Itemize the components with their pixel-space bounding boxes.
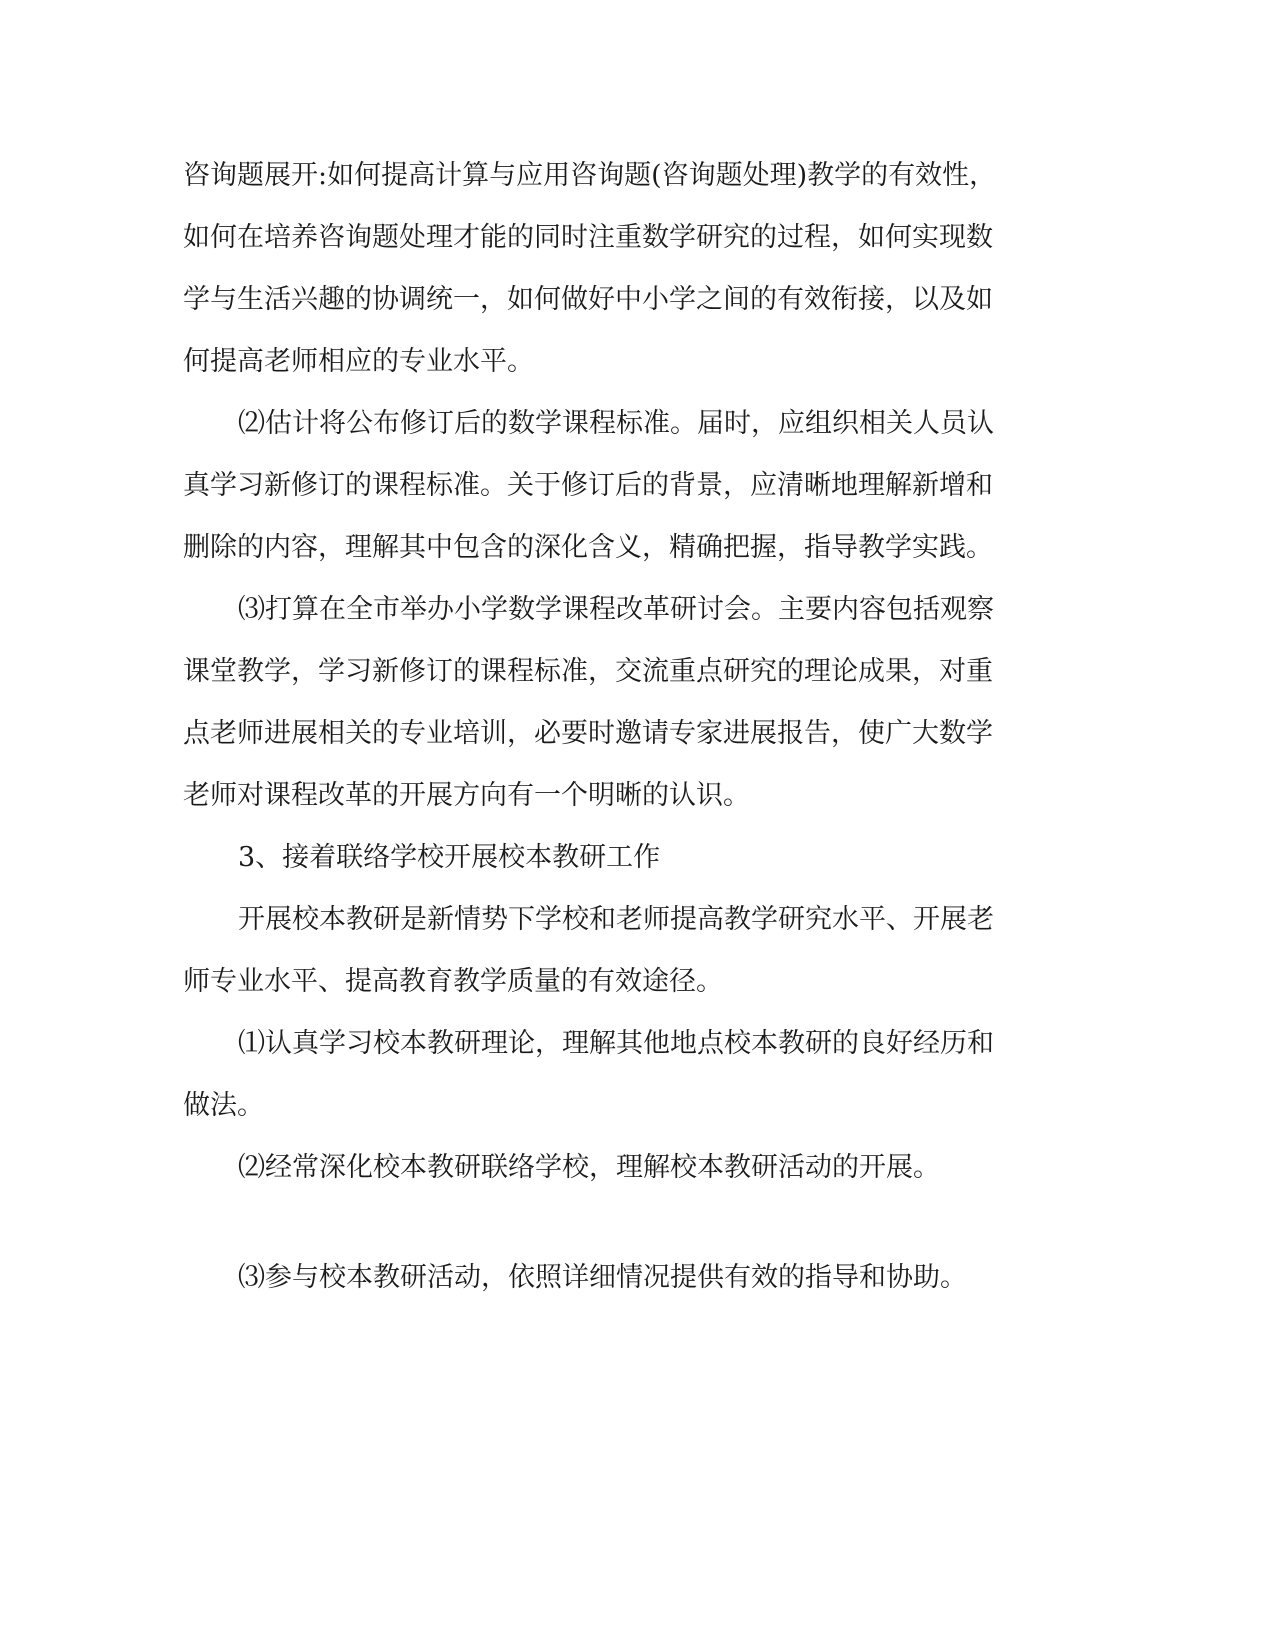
section-heading: 3、接着联络学校开展校本教研工作: [238, 842, 661, 873]
text-line: 真学习新修订的课程标准。关于修订后的背景，应清晰地理解新增和: [183, 470, 993, 501]
text-line: 老师对课程改革的开展方向有一个明晰的认识。: [183, 780, 750, 811]
text-line: 点老师进展相关的专业培训，必要时邀请专家进展报告，使广大数学: [183, 718, 993, 749]
text-line: 师专业水平、提高教育教学质量的有效途径。: [183, 966, 723, 997]
text-line: 课堂教学，学习新修订的课程标准，交流重点研究的理论成果，对重: [183, 656, 993, 687]
text-line: 做法。: [183, 1090, 264, 1121]
text-line: 如何在培养咨询题处理才能的同时注重数学研究的过程，如何实现数: [183, 222, 993, 253]
text-line: 开展校本教研是新情势下学校和老师提高教学研究水平、开展老: [238, 904, 994, 935]
text-line: ⑶打算在全市举办小学数学课程改革研讨会。主要内容包括观察: [238, 594, 994, 625]
text-line: ⑴认真学习校本教研理论，理解其他地点校本教研的良好经历和: [238, 1028, 994, 1059]
text-line: ⑵估计将公布修订后的数学课程标准。届时，应组织相关人员认: [238, 408, 994, 439]
text-line: 咨询题展开:如何提高计算与应用咨询题(咨询题处理)教学的有效性，: [183, 160, 997, 191]
text-line: 何提高老师相应的专业水平。: [183, 346, 534, 377]
text-line: ⑵经常深化校本教研联络学校，理解校本教研活动的开展。: [238, 1152, 940, 1183]
text-line: 学与生活兴趣的协调统一，如何做好中小学之间的有效衔接，以及如: [183, 284, 993, 315]
text-line: ⑶参与校本教研活动，依照详细情况提供有效的指导和协助。: [238, 1262, 967, 1293]
text-line: 删除的内容，理解其中包含的深化含义，精确把握，指导教学实践。: [183, 532, 993, 563]
